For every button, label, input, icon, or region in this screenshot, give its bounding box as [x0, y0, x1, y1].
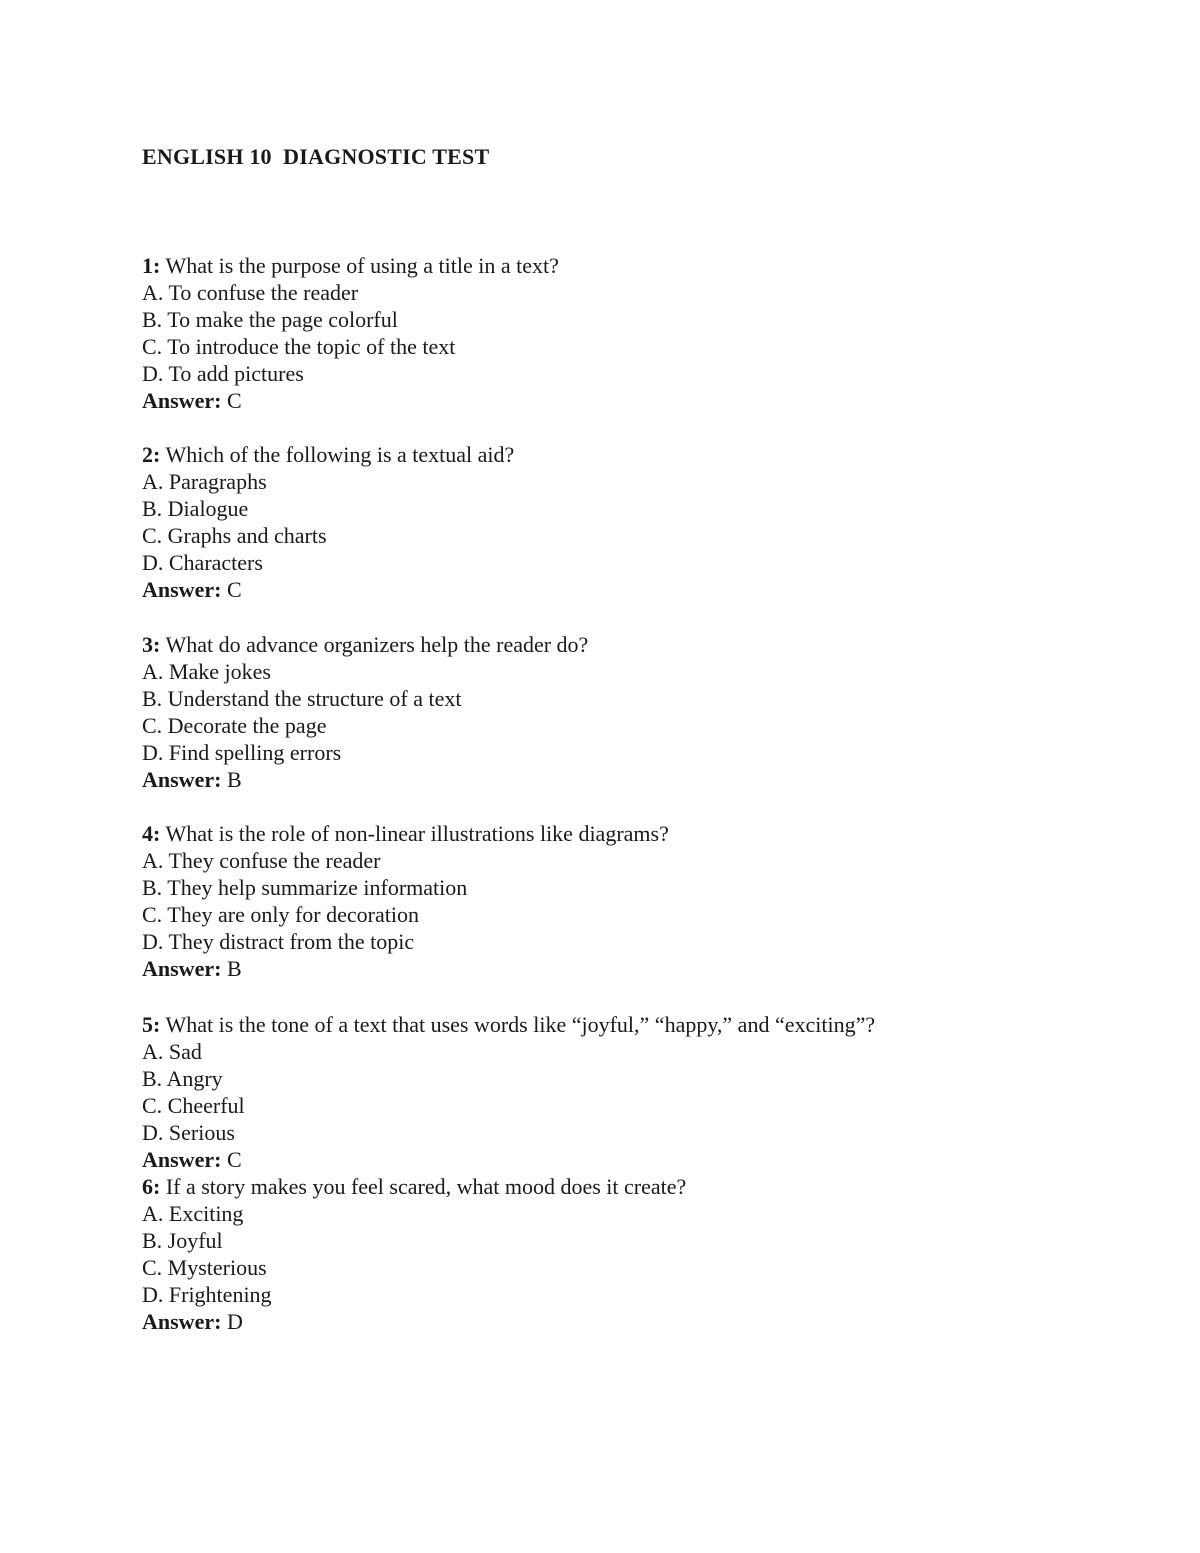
answer-label: Answer: — [142, 1309, 222, 1334]
answer-value: D — [226, 1309, 243, 1334]
option-b: B. Understand the structure of a text — [142, 686, 462, 711]
option-a: A. Sad — [142, 1039, 202, 1064]
answer-line — [142, 387, 559, 414]
option-c: C. To introduce the topic of the text — [142, 334, 456, 359]
option-c: C. Decorate the page — [142, 713, 327, 738]
question-text: What do advance organizers help the reader do? — [165, 632, 589, 657]
option-a: A. Exciting — [142, 1201, 244, 1226]
question-line — [142, 252, 559, 279]
answer-label: Answer: — [142, 577, 222, 602]
answer-label: Answer: — [142, 767, 222, 792]
answer-value: C — [226, 1147, 242, 1172]
question-line — [142, 441, 514, 468]
answer-value: C — [226, 388, 242, 413]
option-c: C. Mysterious — [142, 1255, 267, 1280]
document-title: ENGLISH 10 DIAGNOSTIC TEST — [142, 144, 490, 169]
question-6 — [142, 1173, 686, 1335]
answer-label: Answer: — [142, 956, 222, 981]
question-line — [142, 1011, 875, 1038]
option-b: B. Dialogue — [142, 496, 249, 521]
answer-line — [142, 576, 514, 603]
question-number: 5: — [142, 1012, 161, 1037]
option-c: C. Cheerful — [142, 1093, 245, 1118]
option-a: A. To confuse the reader — [142, 280, 359, 305]
question-line — [142, 820, 669, 847]
option-d: D. Frightening — [142, 1282, 272, 1307]
answer-line — [142, 1146, 875, 1173]
option-d: D. Serious — [142, 1120, 235, 1145]
option-b: B. To make the page colorful — [142, 307, 398, 332]
option-a: A. Make jokes — [142, 659, 271, 684]
question-2 — [142, 441, 514, 603]
answer-line — [142, 955, 669, 982]
option-b: B. Angry — [142, 1066, 223, 1091]
question-5 — [142, 1011, 875, 1173]
question-text: Which of the following is a textual aid? — [165, 442, 515, 467]
option-d: D. Find spelling errors — [142, 740, 342, 765]
question-number: 3: — [142, 632, 161, 657]
answer-line — [142, 1308, 686, 1335]
option-d: D. To add pictures — [142, 361, 304, 386]
option-c: C. Graphs and charts — [142, 523, 327, 548]
option-a: A. Paragraphs — [142, 469, 267, 494]
question-3 — [142, 631, 588, 793]
question-number: 4: — [142, 821, 161, 846]
question-number: 2: — [142, 442, 161, 467]
option-d: D. They distract from the topic — [142, 929, 415, 954]
option-b: B. Joyful — [142, 1228, 223, 1253]
question-text: What is the role of non-linear illustrations like diagrams? — [165, 821, 669, 846]
question-text: If a story makes you feel scared, what mood does it create? — [165, 1174, 687, 1199]
answer-value: B — [226, 956, 242, 981]
question-text: What is the purpose of using a title in a text? — [165, 253, 559, 278]
question-1 — [142, 252, 559, 414]
answer-line — [142, 766, 588, 793]
question-number: 6: — [142, 1174, 161, 1199]
answer-label: Answer: — [142, 1147, 222, 1172]
answer-value: B — [226, 767, 242, 792]
question-number: 1: — [142, 253, 161, 278]
option-c: C. They are only for decoration — [142, 902, 419, 927]
question-line — [142, 631, 588, 658]
question-text: What is the tone of a text that uses words like “joyful,” “happy,” and “exciting”? — [165, 1012, 876, 1037]
answer-value: C — [226, 577, 242, 602]
option-d: D. Characters — [142, 550, 263, 575]
question-line — [142, 1173, 686, 1200]
option-b: B. They help summarize information — [142, 875, 468, 900]
question-4 — [142, 820, 669, 982]
option-a: A. They confuse the reader — [142, 848, 381, 873]
answer-label: Answer: — [142, 388, 222, 413]
